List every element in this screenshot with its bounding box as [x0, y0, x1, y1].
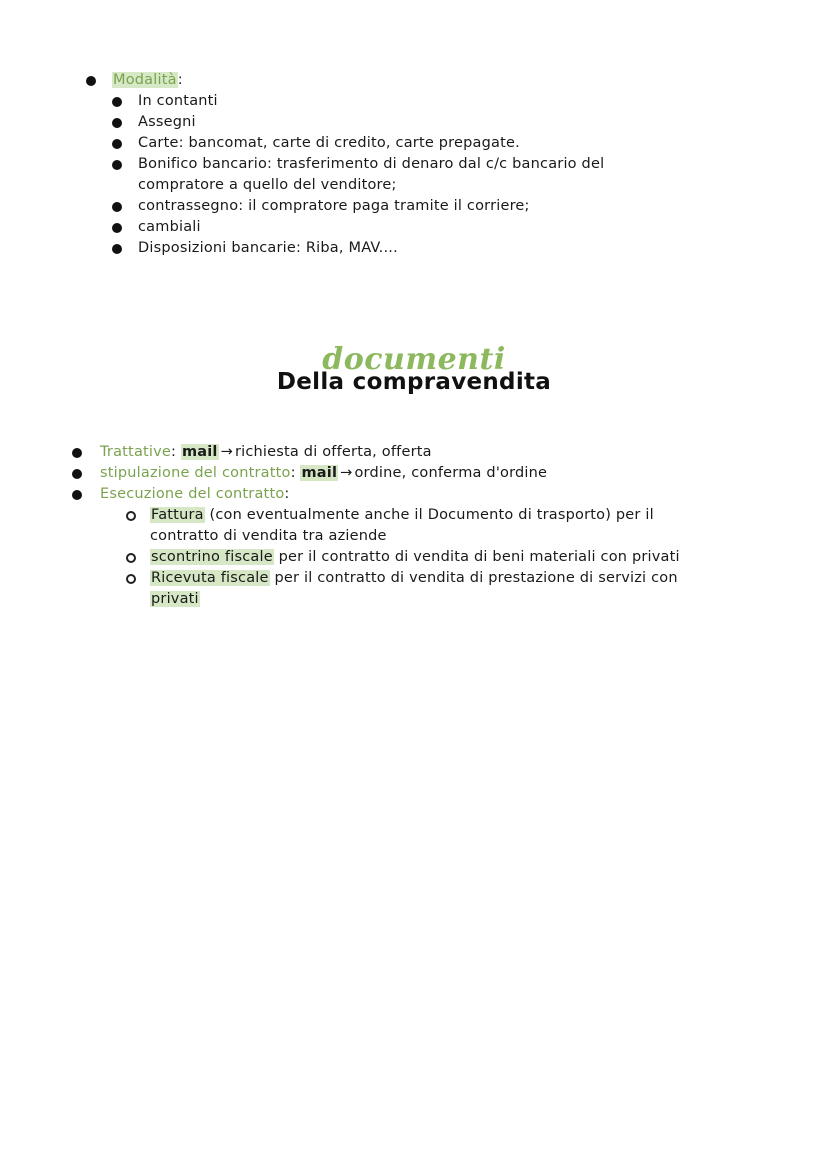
scontrino-term: scontrino fiscale	[151, 549, 273, 565]
list-item	[86, 112, 746, 133]
bullet-icon	[112, 97, 122, 107]
trattative-sep: :	[171, 444, 181, 460]
arrow-right-icon: →	[220, 444, 233, 460]
bullet-icon	[112, 244, 122, 254]
list-item-text: Bonifico bancario: trasferimento di denaro dal c/c bancario del	[138, 156, 605, 172]
list-item-stipulazione	[72, 463, 772, 484]
trattative-text: richiesta di offerta, offerta	[234, 444, 432, 460]
list-item	[86, 217, 746, 238]
stipulazione-label: stipulazione del contratto	[100, 465, 291, 481]
ring-bullet-icon	[126, 574, 136, 584]
ricevuta-term: Ricevuta fiscale	[151, 570, 269, 586]
bullet-icon	[112, 160, 122, 170]
stipulazione-sep: :	[290, 465, 301, 481]
list-item-trattative	[72, 442, 772, 463]
bullet-icon	[112, 118, 122, 128]
list-item-continuation	[86, 175, 746, 196]
modalita-heading: Modalità	[113, 72, 177, 88]
heading-colon: :	[177, 72, 183, 88]
bullet-icon	[72, 490, 82, 500]
list-item	[86, 196, 746, 217]
list-item-text: compratore a quello del venditore;	[138, 177, 397, 193]
ring-bullet-icon	[126, 511, 136, 521]
esecuzione-sep: :	[284, 486, 290, 502]
list-item	[86, 154, 746, 175]
list-item-text: Disposizioni bancarie: Riba, MAV....	[138, 240, 398, 256]
list-item	[86, 238, 746, 259]
list-item	[86, 133, 746, 154]
ring-bullet-icon	[126, 553, 136, 563]
list-item-text: contrassegno: il compratore paga tramite il corriere;	[138, 198, 530, 214]
list-item	[86, 91, 746, 112]
list-item-text: cambiali	[138, 219, 201, 235]
arrow-right-icon: →	[340, 465, 353, 481]
title-main: Della compravendita	[276, 369, 552, 395]
modalita-heading-row	[86, 70, 746, 91]
documenti-section	[72, 442, 772, 610]
esecuzione-label: Esecuzione del contratto	[100, 486, 285, 502]
fattura-text: (con eventualmente anche il Documento di trasporto) per il	[204, 507, 654, 523]
bullet-icon	[72, 448, 82, 458]
bullet-icon	[112, 223, 122, 233]
modalita-section	[86, 70, 746, 259]
sublist-item-ricevuta	[72, 568, 772, 589]
list-item-text: In contanti	[138, 93, 218, 109]
bullet-icon	[72, 469, 82, 479]
bullet-icon	[112, 202, 122, 212]
list-item-text: Assegni	[138, 114, 196, 130]
ricevuta-cont: privati	[151, 591, 199, 607]
section-title	[0, 342, 828, 395]
bullet-icon	[112, 139, 122, 149]
fattura-cont: contratto di vendita tra aziende	[150, 528, 387, 544]
sublist-item-continuation	[72, 589, 772, 610]
list-item-esecuzione	[72, 484, 772, 505]
mail-label: mail	[301, 465, 338, 481]
mail-label: mail	[181, 444, 218, 460]
scontrino-text: per il contratto di vendita di beni materiali con privati	[273, 549, 680, 565]
list-item-text: Carte: bancomat, carte di credito, carte prepagate.	[138, 135, 520, 151]
stipulazione-text: ordine, conferma d'ordine	[354, 465, 548, 481]
trattative-label: Trattative	[100, 444, 172, 460]
fattura-term: Fattura	[151, 507, 204, 523]
title-script: documenti	[322, 342, 506, 377]
bullet-icon	[86, 76, 96, 86]
ricevuta-text: per il contratto di vendita di prestazione di servizi con	[269, 570, 678, 586]
sublist-item-scontrino	[72, 547, 772, 568]
sublist-item-continuation	[72, 526, 772, 547]
sublist-item-fattura	[72, 505, 772, 526]
